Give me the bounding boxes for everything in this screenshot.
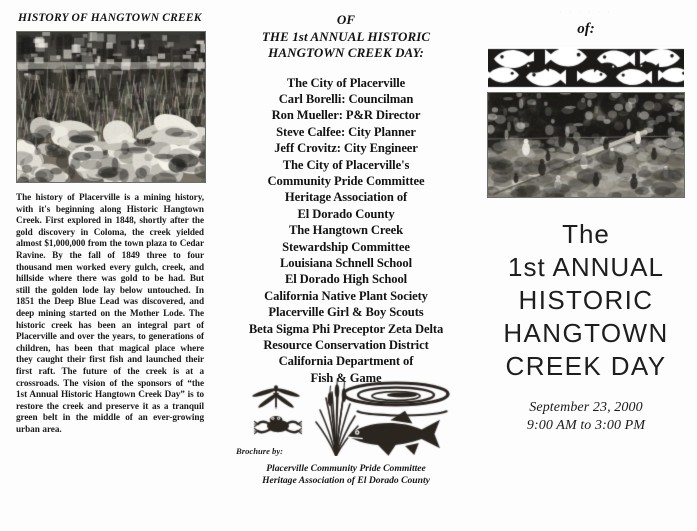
sponsor-list-item: California Native Plant Society xyxy=(264,288,428,303)
sponsor-list-item: Carl Borelli: Councilman xyxy=(278,91,414,106)
sponsor-list-item: Beta Sigma Phi Preceptor Zeta Delta xyxy=(248,321,444,336)
right-panel xyxy=(486,10,686,434)
event-title-line: HANGTOWN xyxy=(503,318,669,348)
sponsor-list-item: Ron Mueller: P&R Director xyxy=(271,108,421,123)
sponsor-list-item: The City of Placerville's xyxy=(282,157,410,172)
event-date-line: September 23, 2000 xyxy=(529,400,643,415)
center-panel xyxy=(232,12,460,386)
event-title-line: HISTORIC xyxy=(518,285,654,315)
sponsor-list-item: California Department of xyxy=(278,354,414,369)
volunteers-photo xyxy=(487,92,685,198)
sponsor-list-item: El Dorado High School xyxy=(284,272,408,287)
sponsor-list-item: Heritage Association of xyxy=(284,190,408,205)
fish-pattern-band xyxy=(488,47,684,89)
event-title-line: The xyxy=(562,219,610,249)
center-heading-line: HANGTOWN CREEK DAY: xyxy=(268,45,424,60)
credit-line: Heritage Association of El Dorado County xyxy=(262,475,430,487)
history-body-text: The history of Placerville is a mining history, with it's beginning along Historic Hangtown Creek. First explored in 1848, shortly after the gold discovery in Coloma, the creek yielded almost $1,000,000 from the town plaza to Cedar Ravine. By the fall of 1849 three to four thousand men worked every gulch, creek, and hillside where there was gold to be had. But still the golden lode lay below untouched. In 1851 the Deep Blue Lead was discovered, and deep mining started on the Mother Lode. The historic creek has been an integral part of Placerville and over the years, to generations of children, has been that magical place where they caught their first fish and launched their first raft. The future of the creek is at a crossroads. The vision of the sponsors of “the 1st Annual Historic Hangtown Creek Day” is to restore the creek and preserve it as a tranquil green belt in the middle of an ever-growing urban area. xyxy=(16,192,204,434)
center-heading-line: OF xyxy=(336,12,356,27)
sponsor-list-item: Stewardship Committee xyxy=(282,239,410,254)
sponsor-list-item: Placerville Girl & Boy Scouts xyxy=(268,305,424,320)
sponsor-list-item: The City of Placerville xyxy=(286,75,406,90)
sponsor-list xyxy=(232,75,460,387)
brochure-by-label: Brochure by: xyxy=(236,446,284,456)
sponsor-list-item: Louisiana Schnell School xyxy=(280,255,412,270)
creek-wildlife-illustration xyxy=(244,378,452,456)
creek-photo xyxy=(16,31,206,183)
left-panel xyxy=(16,12,208,435)
sponsor-list-item: Steve Calfee: City Planner xyxy=(276,124,416,139)
of-word: of: xyxy=(577,21,595,37)
event-title xyxy=(486,218,686,383)
center-heading-line: THE 1st ANNUAL HISTORIC xyxy=(261,28,431,44)
volunteers-photo-canvas xyxy=(488,93,684,197)
sponsor-list-item: El Dorado County xyxy=(297,206,395,221)
center-heading xyxy=(232,12,460,62)
creek-photo-canvas xyxy=(17,32,205,182)
event-title-line: CREEK DAY xyxy=(505,351,667,381)
sponsor-list-item: Resource Conservation District xyxy=(263,338,429,352)
event-date xyxy=(486,399,686,434)
event-title-line: 1st ANNUAL xyxy=(508,252,664,282)
sponsor-list-item: The Hangtown Creek xyxy=(288,223,404,238)
sponsor-list-item: Community Pride Committee xyxy=(267,173,425,188)
left-panel-heading: HISTORY OF HANGTOWN CREEK xyxy=(18,12,202,24)
credit-block xyxy=(232,463,460,487)
credit-line: Placerville Community Pride Committee xyxy=(266,463,426,474)
scan-artifact-text: · · · · · · xyxy=(559,10,613,16)
sponsor-list-item: Jeff Crovitz: City Engineer xyxy=(274,141,418,156)
event-time-line: 9:00 AM to 3:00 PM xyxy=(526,417,646,433)
